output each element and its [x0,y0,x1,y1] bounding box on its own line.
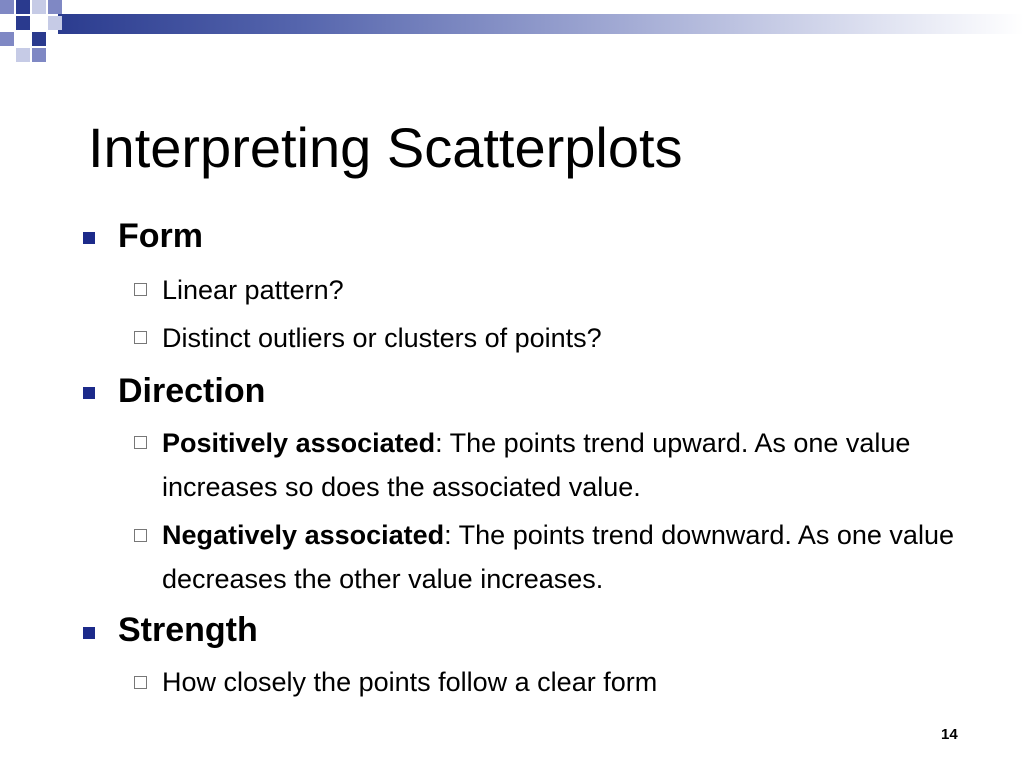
list-item [162,513,982,601]
decor-square [48,0,62,14]
item-text: : The points trend upward. As one value increases so does the associated value. [162,428,911,502]
list-item [162,268,982,312]
decor-square [16,48,30,62]
section-heading-form: Form [118,217,203,255]
item-text: Distinct outliers or clusters of points? [162,323,602,353]
decor-square [0,0,14,14]
bullet-square-icon [83,627,95,639]
decor-square [32,32,46,46]
item-bold-text: Positively associated [162,428,436,458]
checkbox-bullet-icon [134,283,147,296]
page-number: 14 [941,726,958,743]
item-text: Linear pattern? [162,275,344,305]
section-heading-strength: Strength [118,611,258,649]
bullet-square-icon [83,232,95,244]
checkbox-bullet-icon [134,436,147,449]
header-gradient-bar [58,14,1024,34]
checkbox-bullet-icon [134,676,147,689]
item-text: How closely the points follow a clear form [162,667,658,697]
item-text: : The points trend downward. As one value decreases the other value increases. [162,520,954,594]
item-bold-text: Negatively associated [162,520,445,550]
list-item [162,316,982,360]
decor-square [16,16,30,30]
decor-square [48,16,62,30]
list-item [162,660,982,704]
checkbox-bullet-icon [134,331,147,344]
checkbox-bullet-icon [134,529,147,542]
bullet-square-icon [83,387,95,399]
decor-square [0,32,14,46]
decor-square [32,48,46,62]
decor-square [16,0,30,14]
list-item [162,421,982,509]
section-heading-direction: Direction [118,372,266,410]
slide-title: Interpreting Scatterplots [88,116,683,179]
decor-square [32,0,46,14]
